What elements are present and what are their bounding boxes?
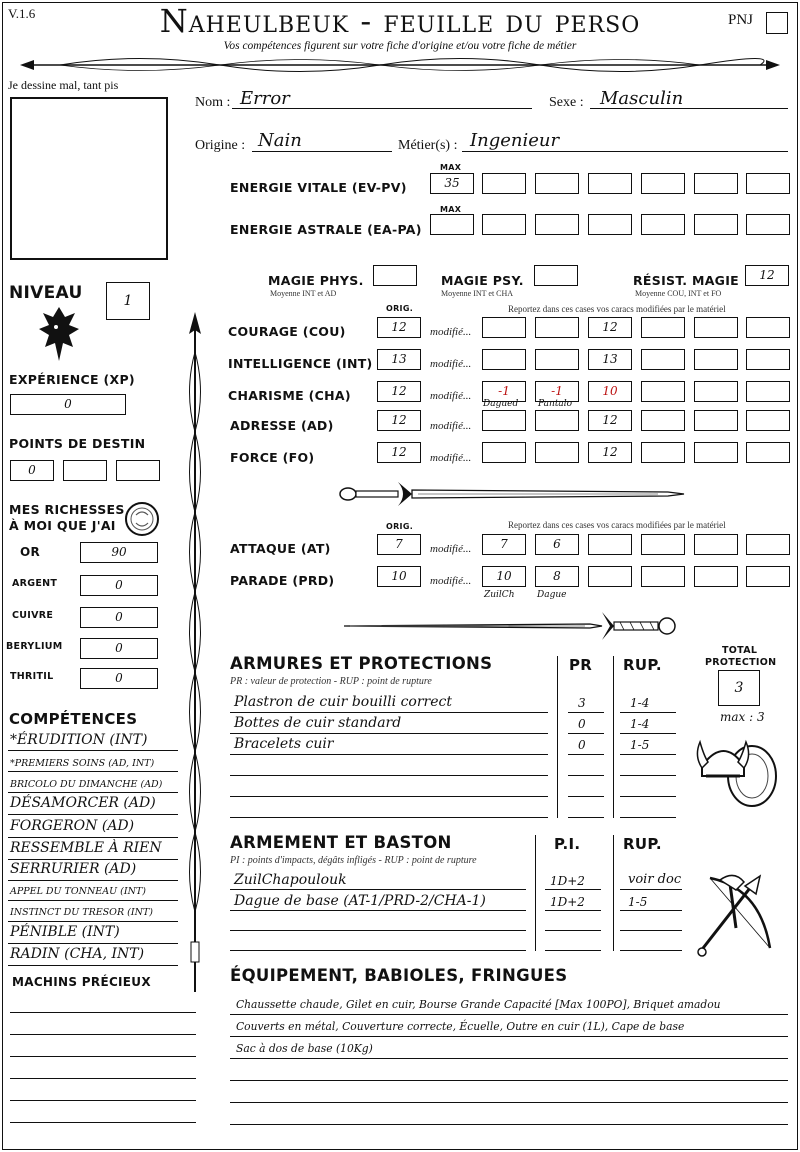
page-title: Naheulbeuk - feuille du perso	[159, 2, 641, 40]
parade-mod[interactable]	[588, 566, 632, 587]
armure-rup[interactable]: 1-4	[630, 696, 650, 710]
competence-line	[8, 837, 178, 838]
cha-sub-label: Pantalo	[538, 399, 573, 409]
competence-line	[8, 792, 178, 793]
nom-line	[232, 108, 532, 109]
money-box-cuivre[interactable]: 0	[80, 607, 158, 628]
destin-box[interactable]	[116, 460, 160, 481]
ea-max-box[interactable]	[430, 214, 474, 235]
armure-line[interactable]	[620, 817, 676, 818]
arme-rup[interactable]: voir doc	[628, 872, 682, 887]
richesses-label-1: MES RICHESSES	[9, 502, 125, 517]
arme-line[interactable]	[545, 930, 601, 931]
carac-label-cha: CHARISME (CHA)	[228, 388, 351, 403]
armure-line[interactable]	[230, 796, 548, 797]
carac-mod-cha[interactable]: -1	[482, 381, 526, 402]
carac-orig-cou[interactable]: 12	[377, 317, 421, 338]
armure-name[interactable]: Plastron de cuir bouilli correct	[234, 694, 452, 710]
armure-col-divider	[557, 656, 558, 818]
parade-mod[interactable]	[694, 566, 738, 587]
destin-box[interactable]: 0	[10, 460, 54, 481]
attaque-mod[interactable]	[641, 534, 685, 555]
money-box-or[interactable]: 90	[80, 542, 158, 563]
competence-item[interactable]: APPEL DU TONNEAU (INT)	[10, 886, 146, 897]
armure-line	[620, 733, 676, 734]
magie-phys-box[interactable]	[373, 265, 417, 286]
carac-mod-cha[interactable]: -1	[535, 381, 579, 402]
spear-decoration	[180, 312, 210, 992]
competence-item[interactable]: RADIN (CHA, INT)	[10, 946, 145, 962]
carac-mod-ad[interactable]	[535, 410, 579, 431]
ev-box[interactable]	[535, 173, 579, 194]
metier-value[interactable]: Ingenieur	[470, 130, 560, 151]
money-label-berylium: BERYLIUM	[6, 641, 63, 652]
attaque-mod[interactable]: 6	[535, 534, 579, 555]
arme-line	[230, 889, 526, 890]
pi-header: P.I.	[554, 835, 581, 853]
carac-orig-cha[interactable]: 12	[377, 381, 421, 402]
carac-mod-fo[interactable]: 12	[588, 442, 632, 463]
carac-mod-cou[interactable]	[482, 317, 526, 338]
arme-rup[interactable]: 1-5	[628, 895, 648, 909]
pnj-checkbox[interactable]	[766, 12, 788, 34]
cha-sub-label: Dagued	[483, 399, 519, 409]
armure-line	[230, 733, 548, 734]
carac-orig-fo[interactable]: 12	[377, 442, 421, 463]
max-protection: max : 3	[720, 710, 765, 724]
armure-pr[interactable]: 0	[578, 738, 586, 752]
arme-line	[620, 910, 682, 911]
resist-magie-box[interactable]: 12	[745, 265, 789, 286]
attaque-mod[interactable]	[746, 534, 790, 555]
richesses-label-2: À MOI QUE J'AI	[9, 518, 116, 533]
armure-line	[568, 754, 604, 755]
carac-mod-int[interactable]	[694, 349, 738, 370]
parade-mod[interactable]	[641, 566, 685, 587]
equipement-line-text[interactable]: Couverts en métal, Couverture correcte, Écuelle, Outre en cuir (1L), Cape de base	[236, 1020, 685, 1033]
competence-item[interactable]: FORGERON (AD)	[10, 818, 135, 834]
carac-orig-label: ORIG.	[386, 304, 414, 313]
money-box-berylium[interactable]: 0	[80, 638, 158, 659]
header-spear-decoration	[20, 54, 780, 76]
magie-psy-note: Moyenne INT et CHA	[441, 289, 514, 298]
armure-line	[230, 754, 548, 755]
magie-phys-note: Moyenne INT et AD	[270, 289, 337, 298]
competence-item[interactable]: BRICOLO DU DIMANCHE (AD)	[10, 779, 163, 790]
destin-box[interactable]	[63, 460, 107, 481]
helmet-shield-icon	[694, 726, 780, 810]
rup-header-arme: RUP.	[623, 835, 662, 853]
armure-line	[620, 754, 676, 755]
competence-line	[8, 900, 178, 901]
arme-col-divider	[613, 835, 614, 951]
sword-icon	[338, 478, 688, 510]
carac-mod-int[interactable]	[535, 349, 579, 370]
equipement-line-text[interactable]: Sac à dos de base (10Kg)	[236, 1042, 373, 1055]
equipement-line[interactable]	[230, 1080, 788, 1081]
origine-label: Origine :	[195, 138, 246, 153]
armure-line[interactable]	[620, 796, 676, 797]
ea-box[interactable]	[746, 214, 790, 235]
money-box-argent[interactable]: 0	[80, 575, 158, 596]
competence-item[interactable]: RESSEMBLE À RIEN	[10, 840, 162, 856]
armure-line[interactable]	[568, 796, 604, 797]
money-label-or: OR	[20, 545, 41, 559]
carac-mod-ad[interactable]	[694, 410, 738, 431]
arme-line	[545, 889, 601, 890]
ev-max-box[interactable]: 35	[430, 173, 474, 194]
arme-pi[interactable]: 1D+2	[550, 874, 585, 888]
carac-mod-cha[interactable]	[641, 381, 685, 402]
machins-line[interactable]	[10, 1078, 196, 1079]
armures-note: PR : valeur de protection - RUP : point de rupture	[230, 676, 432, 687]
armure-line	[620, 712, 676, 713]
armure-line[interactable]	[230, 817, 548, 818]
magie-psy-label: MAGIE PSY.	[441, 273, 524, 288]
ea-box[interactable]	[588, 214, 632, 235]
carac-report-note: Reportez dans ces cases vos caracs modifiées par le matériel	[508, 304, 726, 314]
dragon-icon	[35, 303, 83, 365]
modifie-label: modifié...	[430, 452, 472, 464]
xp-label: EXPÉRIENCE (XP)	[9, 372, 135, 387]
ev-box[interactable]	[694, 173, 738, 194]
sexe-label: Sexe :	[549, 95, 584, 110]
armement-note: PI : points d'impacts, dégâts infligés - RUP : point de rupture	[230, 855, 477, 866]
equipement-line	[230, 1058, 788, 1059]
portrait-caption: Je dessine mal, tant pis	[8, 78, 119, 92]
metier-line	[462, 151, 788, 152]
armure-line[interactable]	[568, 775, 604, 776]
carac-mod-int[interactable]	[746, 349, 790, 370]
ea-box[interactable]	[535, 214, 579, 235]
armure-line	[230, 712, 548, 713]
competence-item[interactable]: *PREMIERS SOINS (AD, INT)	[10, 758, 155, 769]
money-label-cuivre: CUIVRE	[12, 610, 54, 621]
machins-line[interactable]	[10, 1012, 196, 1013]
combat-report-note: Reportez dans ces cases vos caracs modifiées par le matériel	[508, 520, 726, 530]
subtitle: Vos compétences figurent sur votre fiche d'origine et/ou votre fiche de métier	[223, 40, 577, 52]
arme-name[interactable]: Dague de base (AT-1/PRD-2/CHA-1)	[234, 893, 486, 909]
machins-line[interactable]	[10, 1056, 196, 1057]
carac-mod-int[interactable]	[641, 349, 685, 370]
competence-item[interactable]: *ÉRUDITION (INT)	[10, 732, 148, 748]
competences-label: COMPÉTENCES	[9, 710, 138, 728]
equipement-line[interactable]	[230, 1124, 788, 1125]
combat-sub-label: ZuilCh	[484, 590, 515, 600]
attaque-mod[interactable]: 7	[482, 534, 526, 555]
arme-pi[interactable]: 1D+2	[550, 895, 585, 909]
competence-item[interactable]: PÉNIBLE (INT)	[10, 924, 120, 940]
armure-line[interactable]	[620, 775, 676, 776]
magie-phys-label: MAGIE PHYS.	[268, 273, 364, 288]
machins-line[interactable]	[10, 1034, 196, 1035]
rup-header-armure: RUP.	[623, 656, 662, 674]
carac-mod-cha[interactable]: 10	[588, 381, 632, 402]
money-label-argent: ARGENT	[12, 578, 58, 589]
arme-line[interactable]	[620, 950, 682, 951]
resist-magie-note: Moyenne COU, INT et FO	[635, 289, 722, 298]
competence-line	[8, 750, 178, 751]
arme-line[interactable]	[620, 930, 682, 931]
total-protection-box[interactable]: 3	[718, 670, 760, 706]
attaque-mod[interactable]	[694, 534, 738, 555]
carac-label-fo: FORCE (FO)	[230, 450, 315, 465]
carac-mod-cou[interactable]	[641, 317, 685, 338]
ev-box[interactable]	[482, 173, 526, 194]
metier-label: Métier(s) :	[398, 138, 458, 153]
modifie-label: modifié...	[430, 390, 472, 402]
equipement-line[interactable]	[230, 1102, 788, 1103]
total-protection-label: PROTECTION	[705, 657, 777, 668]
ev-box[interactable]	[746, 173, 790, 194]
sexe-value[interactable]: Masculin	[600, 88, 684, 109]
carac-mod-fo[interactable]	[746, 442, 790, 463]
weapons-icon	[690, 868, 782, 960]
equipement-title: ÉQUIPEMENT, BABIOLES, FRINGUES	[230, 966, 568, 985]
carac-label-ad: ADRESSE (AD)	[230, 418, 334, 433]
modifie-label: modifié...	[430, 543, 472, 555]
arme-line[interactable]	[545, 950, 601, 951]
xp-box[interactable]: 0	[10, 394, 126, 415]
max-label-ea: MAX	[440, 205, 462, 214]
armure-line	[568, 733, 604, 734]
money-box-thritil[interactable]: 0	[80, 668, 158, 689]
parade-mod[interactable]	[746, 566, 790, 587]
max-label-ev: MAX	[440, 163, 462, 172]
arme-line	[230, 910, 526, 911]
machins-line[interactable]	[10, 1100, 196, 1101]
equipement-line-text[interactable]: Chaussette chaude, Gilet en cuir, Bourse Grande Capacité [Max 100PO], Briquet amadou	[236, 998, 721, 1011]
attaque-label: ATTAQUE (AT)	[230, 541, 331, 556]
modifie-label: modifié...	[430, 326, 472, 338]
ea-label: ENERGIE ASTRALE (EA-PA)	[230, 222, 422, 237]
total-protection-label: TOTAL	[722, 645, 758, 656]
ea-box[interactable]	[694, 214, 738, 235]
pr-header: PR	[569, 656, 593, 674]
sexe-line	[590, 108, 788, 109]
carac-mod-fo[interactable]	[641, 442, 685, 463]
portrait-box[interactable]	[10, 97, 168, 260]
competence-line	[8, 965, 178, 966]
parade-mod[interactable]: 10	[482, 566, 526, 587]
armure-line[interactable]	[230, 775, 548, 776]
competence-item[interactable]: SERRURIER (AD)	[10, 861, 137, 877]
competence-line	[8, 859, 178, 860]
ev-box[interactable]	[588, 173, 632, 194]
parade-label: PARADE (PRD)	[230, 573, 335, 588]
armement-title: ARMEMENT ET BASTON	[230, 833, 452, 852]
carac-mod-cou[interactable]: 12	[588, 317, 632, 338]
machins-label: MACHINS PRÉCIEUX	[12, 975, 151, 989]
armure-pr[interactable]: 3	[578, 696, 586, 710]
arme-name[interactable]: ZuilChapoulouk	[234, 872, 347, 888]
armure-pr[interactable]: 0	[578, 717, 586, 731]
carac-mod-ad[interactable]: 12	[588, 410, 632, 431]
ea-box[interactable]	[482, 214, 526, 235]
attaque-mod[interactable]	[588, 534, 632, 555]
machins-line[interactable]	[10, 1122, 196, 1123]
magie-psy-box[interactable]	[534, 265, 578, 286]
competence-item[interactable]: INSTINCT DU TRESOR (INT)	[10, 907, 153, 918]
carac-mod-ad[interactable]	[641, 410, 685, 431]
version-label: V.1.6	[8, 6, 36, 21]
origine-line	[252, 151, 392, 152]
carac-mod-fo[interactable]	[535, 442, 579, 463]
armure-line	[568, 712, 604, 713]
armure-rup[interactable]: 1-5	[630, 738, 650, 752]
modifie-label: modifié...	[430, 420, 472, 432]
armure-col-divider	[613, 656, 614, 818]
equipement-line	[230, 1014, 788, 1015]
armure-name[interactable]: Bracelets cuir	[234, 736, 334, 752]
competence-line	[8, 771, 178, 772]
sword-icon	[340, 608, 682, 642]
niveau-label: NIVEAU	[9, 283, 83, 303]
origine-value[interactable]: Nain	[258, 130, 302, 151]
ev-label: ENERGIE VITALE (EV-PV)	[230, 180, 407, 195]
parade-mod[interactable]: 8	[535, 566, 579, 587]
carac-mod-ad[interactable]	[482, 410, 526, 431]
carac-mod-int[interactable]	[482, 349, 526, 370]
carac-mod-cou[interactable]	[746, 317, 790, 338]
destin-label: POINTS DE DESTIN	[9, 436, 146, 451]
modifie-label: modifié...	[430, 358, 472, 370]
arme-line[interactable]	[230, 950, 526, 951]
armure-rup[interactable]: 1-4	[630, 717, 650, 731]
parade-orig[interactable]: 10	[377, 566, 421, 587]
competence-line	[8, 814, 178, 815]
carac-mod-fo[interactable]	[694, 442, 738, 463]
carac-mod-ad[interactable]	[746, 410, 790, 431]
arme-line[interactable]	[230, 930, 526, 931]
ea-box[interactable]	[641, 214, 685, 235]
niveau-box[interactable]: 1	[106, 282, 150, 320]
modifie-label: modifié...	[430, 575, 472, 587]
arme-col-divider	[535, 835, 536, 951]
carac-mod-cou[interactable]	[694, 317, 738, 338]
armure-name[interactable]: Bottes de cuir standard	[234, 715, 402, 731]
carac-orig-ad[interactable]: 12	[377, 410, 421, 431]
competence-line	[8, 880, 178, 881]
equipement-line	[230, 1036, 788, 1037]
arme-line	[545, 910, 601, 911]
carac-label-int: INTELLIGENCE (INT)	[228, 356, 373, 371]
ev-box[interactable]	[641, 173, 685, 194]
attaque-orig[interactable]: 7	[377, 534, 421, 555]
resist-magie-label: RÉSIST. MAGIE	[633, 273, 740, 288]
coin-icon	[124, 501, 160, 537]
arme-line	[620, 889, 682, 890]
carac-mod-int[interactable]: 13	[588, 349, 632, 370]
nom-value[interactable]: Error	[240, 88, 290, 109]
competence-line	[8, 943, 178, 944]
carac-mod-cha[interactable]	[694, 381, 738, 402]
combat-orig-label: ORIG.	[386, 522, 414, 531]
competence-line	[8, 921, 178, 922]
competence-item[interactable]: DÉSAMORCER (AD)	[10, 795, 156, 811]
carac-mod-fo[interactable]	[482, 442, 526, 463]
nom-label: Nom :	[195, 95, 231, 110]
armures-title: ARMURES ET PROTECTIONS	[230, 654, 493, 673]
combat-sub-label: Dague	[537, 590, 567, 600]
pnj-label: PNJ	[728, 12, 754, 28]
carac-orig-int[interactable]: 13	[377, 349, 421, 370]
carac-mod-cha[interactable]	[746, 381, 790, 402]
carac-mod-cou[interactable]	[535, 317, 579, 338]
money-label-thritil: THRITIL	[10, 671, 54, 682]
armure-line[interactable]	[568, 817, 604, 818]
carac-label-cou: COURAGE (COU)	[228, 324, 346, 339]
